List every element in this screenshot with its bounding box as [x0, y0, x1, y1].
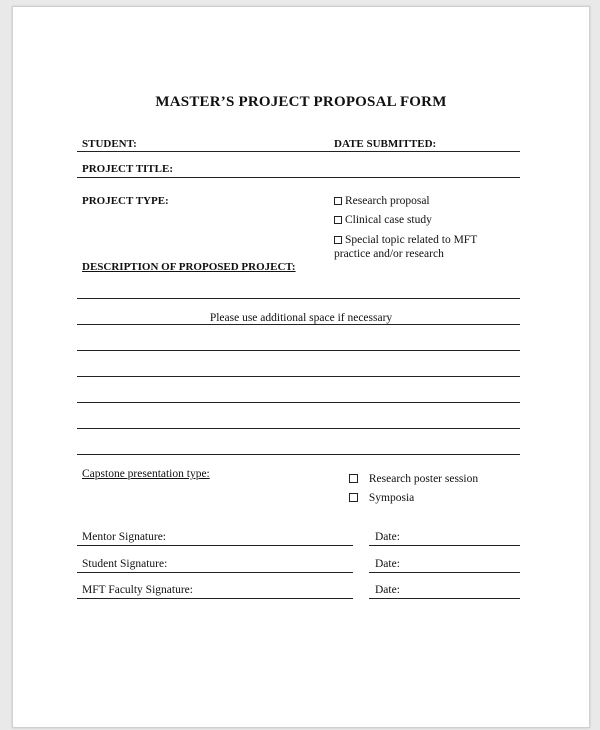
description-line-3[interactable]	[77, 350, 520, 351]
option-research-proposal[interactable]	[334, 195, 430, 207]
checkbox-icon[interactable]	[349, 493, 358, 502]
option-symposia[interactable]	[349, 492, 414, 504]
checkbox-icon[interactable]	[334, 236, 342, 244]
mentor-signature-line[interactable]	[77, 545, 353, 546]
option-label: Symposia	[368, 492, 415, 504]
checkbox-icon[interactable]	[334, 197, 342, 205]
description-line-1[interactable]	[77, 298, 520, 299]
option-special-topic-cont: practice and/or research	[334, 248, 444, 260]
mentor-date-label: Date:	[375, 531, 400, 543]
student-line	[77, 151, 520, 152]
student-date-line[interactable]	[369, 572, 520, 573]
faculty-date-line[interactable]	[369, 598, 520, 599]
option-label: Research proposal	[345, 195, 430, 207]
description-line-7[interactable]	[77, 454, 520, 455]
date-submitted-label: DATE SUBMITTED:	[334, 138, 437, 150]
checkbox-icon[interactable]	[334, 216, 342, 224]
description-label: DESCRIPTION OF PROPOSED PROJECT:	[82, 261, 296, 273]
form-title: MASTER’S PROJECT PROPOSAL FORM	[155, 94, 447, 110]
project-title-line	[77, 177, 520, 178]
option-label: Clinical case study	[345, 214, 432, 226]
project-type-label: PROJECT TYPE:	[82, 195, 169, 207]
option-clinical-case-study[interactable]	[334, 214, 432, 226]
checkbox-icon[interactable]	[349, 474, 358, 483]
description-line-6[interactable]	[77, 428, 520, 429]
additional-space-note: Please use additional space if necessary	[209, 312, 393, 324]
project-title-label: PROJECT TITLE:	[82, 163, 173, 175]
option-label: Special topic related to MFT	[345, 234, 478, 246]
option-special-topic[interactable]	[334, 234, 477, 246]
student-date-label: Date:	[375, 558, 400, 570]
student-signature-label: Student Signature:	[82, 558, 168, 570]
option-label: Research poster session	[368, 473, 479, 485]
mentor-date-line[interactable]	[369, 545, 520, 546]
capstone-label: Capstone presentation type:	[82, 468, 210, 480]
faculty-signature-label: MFT Faculty Signature:	[82, 584, 193, 596]
faculty-signature-line[interactable]	[77, 598, 353, 599]
description-line-2[interactable]	[77, 324, 520, 325]
student-label: STUDENT:	[82, 138, 137, 150]
option-research-poster[interactable]	[349, 473, 478, 485]
description-line-5[interactable]	[77, 402, 520, 403]
document-page	[12, 6, 590, 728]
faculty-date-label: Date:	[375, 584, 400, 596]
mentor-signature-label: Mentor Signature:	[82, 531, 166, 543]
description-line-4[interactable]	[77, 376, 520, 377]
student-signature-line[interactable]	[77, 572, 353, 573]
